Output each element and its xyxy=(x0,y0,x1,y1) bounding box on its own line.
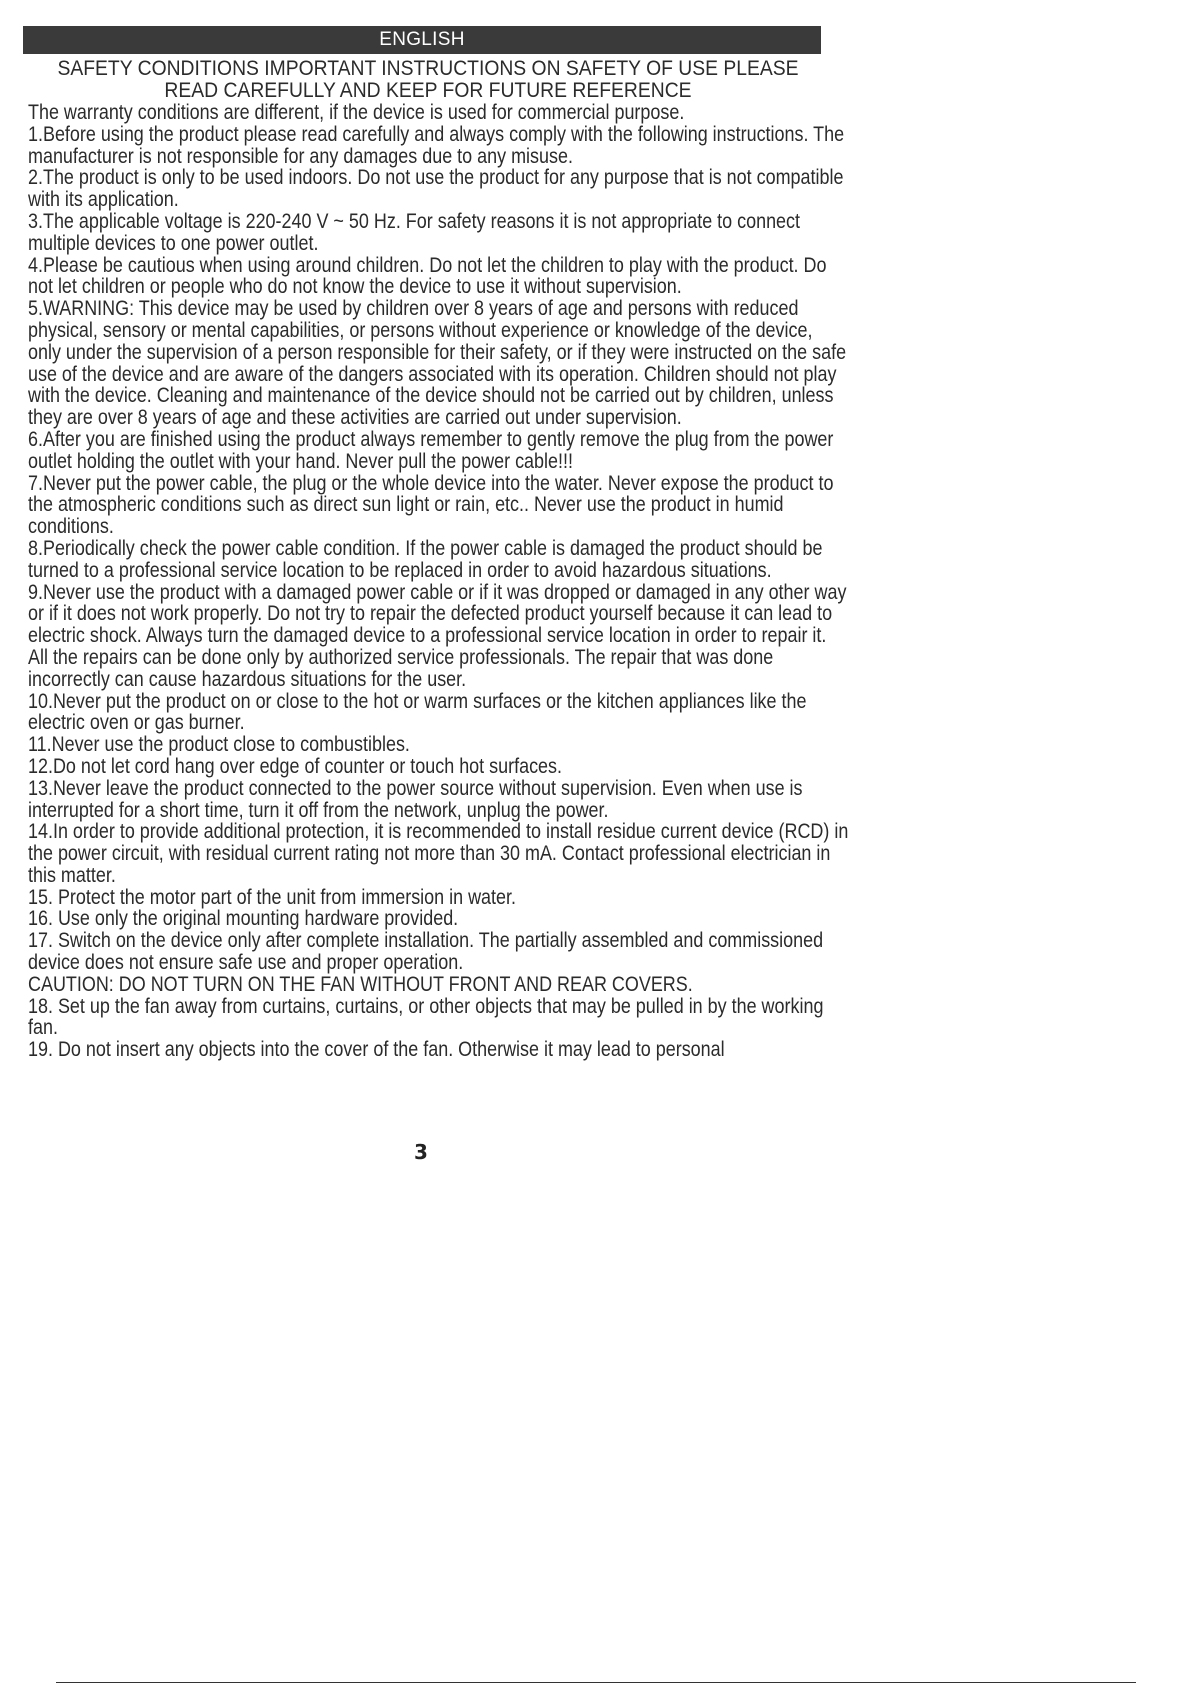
instruction-item-5: 5.WARNING: This device may be used by children over 8 years of age and persons with reduced physical, sensory or mental capabilities, or persons without experience or knowledge of the device, only under the supervision of a person responsible for their safety, or if they were instructed on the safe use of the device and are aware of the dangers associated with its operation. Children should not play with the device. Cleaning and maintenance of the device should not be carried out by children, unless they are over 8 years of age and these activities are carried out under supervision. xyxy=(28,297,847,430)
instruction-item-4: 4.Please be cautious when using around children. Do not let the children to play with the product. Do not let children or people who do not know the device to use it without supervision. xyxy=(28,253,827,299)
instruction-item-6: 6.After you are finished using the product always remember to gently remove the plug from the power outlet holding the outlet with your hand. Never pull the power cable!!! xyxy=(28,427,834,473)
footer-divider xyxy=(56,1682,1136,1683)
instruction-item-19: 19. Do not insert any objects into the cover of the fan. Otherwise it may lead to personal xyxy=(28,1038,725,1062)
instruction-item-18: 18. Set up the fan away from curtains, curtains, or other objects that may be pulled in by the working fan. xyxy=(28,994,824,1040)
instruction-item-7: 7.Never put the power cable, the plug or the whole device into the water. Never expose the product to the atmospheric conditions such as direct sun light or rain, etc.. Never use the product in humid conditions. xyxy=(28,471,834,539)
caution-note: CAUTION: DO NOT TURN ON THE FAN WITHOUT FRONT AND REAR COVERS. xyxy=(28,972,693,996)
instruction-item-16: 16. Use only the original mounting hardware provided. xyxy=(28,907,459,931)
section-title: SAFETY CONDITIONS IMPORTANT INSTRUCTIONS ON SAFETY OF USE PLEASE READ CAREFULLY AND KEEP FOR FUTURE REFERENCE xyxy=(57,57,799,102)
page-number: 3 xyxy=(414,1140,428,1164)
safety-instructions-section xyxy=(28,57,849,1062)
instruction-item-17: 17. Switch on the device only after complete installation. The partially assembled and commissioned device does not ensure safe use and proper operation. xyxy=(28,929,824,975)
instructions-body xyxy=(28,102,849,1061)
language-header-bar xyxy=(23,26,821,54)
instruction-item-3: 3.The applicable voltage is 220-240 V ~ 50 Hz. For safety reasons it is not appropriate to connect multiple devices to one power outlet. xyxy=(28,209,801,255)
warranty-note: The warranty conditions are different, if the device is used for commercial purpose. xyxy=(28,101,685,124)
instruction-item-13: 13.Never leave the product connected to the power source without supervision. Even when use is interrupted for a short time, turn it off from the network, unplug the power. xyxy=(28,776,803,822)
instruction-item-11: 11.Never use the product close to combustibles. xyxy=(28,733,410,757)
instruction-item-10: 10.Never put the product on or close to the hot or warm surfaces or the kitchen appliances like the electric oven or gas burner. xyxy=(28,689,807,735)
instruction-item-8: 8.Periodically check the power cable condition. If the power cable is damaged the product should be turned to a professional service location to be replaced in order to avoid hazardous situations. xyxy=(28,536,823,582)
instruction-item-1: 1.Before using the product please read carefully and always comply with the following instructions. The manufacturer is not responsible for any damages due to any misuse. xyxy=(28,122,845,168)
instruction-item-2: 2.The product is only to be used indoors. Do not use the product for any purpose that is not compatible with its application. xyxy=(28,166,844,212)
instruction-item-9: 9.Never use the product with a damaged power cable or if it was dropped or damaged in any other way or if it does not work properly. Do not try to repair the defected product yourself because it can lead to electric shock. Always turn the damaged device to a professional service location in order to repair it. All the repairs can be done only by authorized service professionals. The repair that was done incorrectly can cause hazardous situations for the user. xyxy=(28,580,847,691)
instruction-item-12: 12.Do not let cord hang over edge of counter or touch hot surfaces. xyxy=(28,754,563,778)
language-label: ENGLISH xyxy=(379,29,465,50)
instruction-item-14: 14.In order to provide additional protection, it is recommended to install residue current device (RCD) in the power circuit, with residual current rating not more than 30 mA. Contact professional electrician in this matter. xyxy=(28,820,849,887)
instruction-item-15: 15. Protect the motor part of the unit from immersion in water. xyxy=(28,885,516,909)
